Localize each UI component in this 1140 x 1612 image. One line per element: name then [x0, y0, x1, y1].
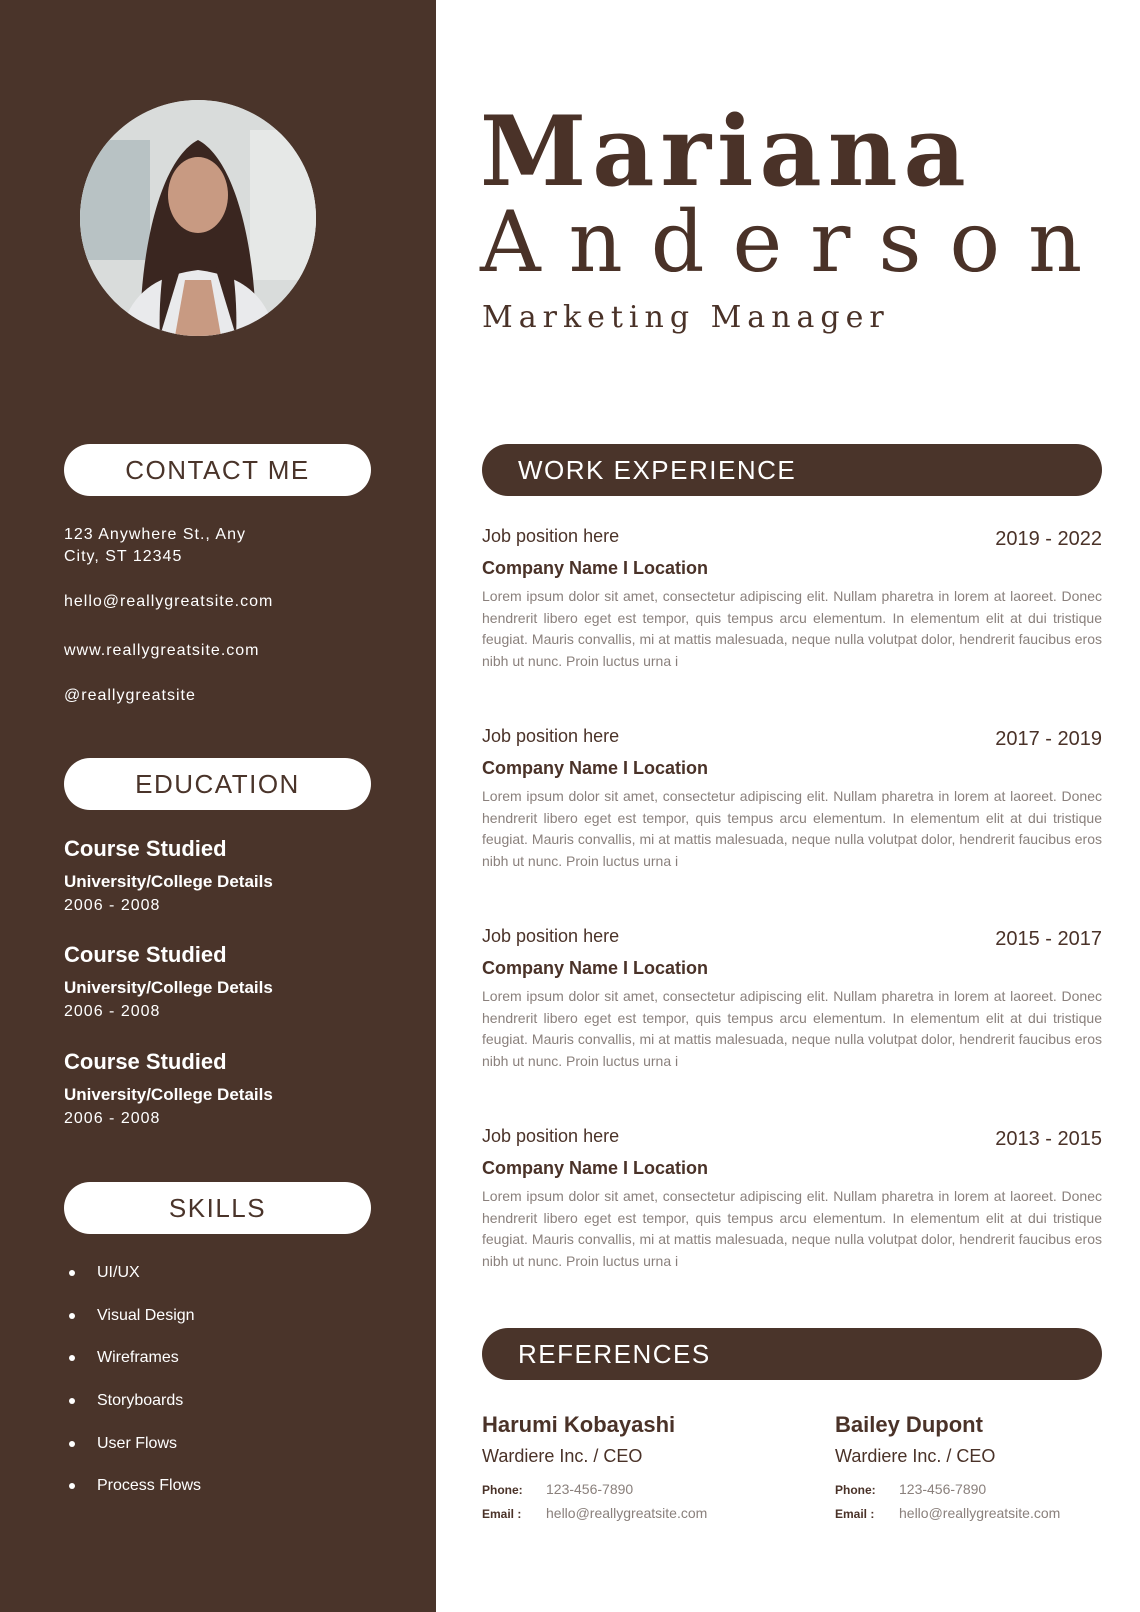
job-company: Company Name I Location — [482, 958, 709, 978]
reference-phone-row — [482, 1481, 707, 1497]
reference-phone[interactable]: 123-456-7890 — [546, 1481, 634, 1497]
reference-role: Wardiere Inc. / CEO — [835, 1446, 996, 1466]
address-line2: City, ST 12345 — [64, 548, 183, 565]
reference-email[interactable]: hello@reallygreatsite.com — [899, 1505, 1061, 1521]
skill-label: UI/UX — [97, 1264, 140, 1281]
job-description: Lorem ipsum dolor sit amet, consectetur adipiscing elit. Nullam pharetra in lorem at laoreet. Donec hendrerit libero eget est tempor, quis tempus arcu elementum. In elementum elit at dui tristique feugiat. Mauris convallis, mi at mattis malesuada, neque nulla volutpat dolor, hendrerit faucibus eros nibh ut nunc. Proin luctus urna i — [482, 988, 1102, 1069]
reference-name: Bailey Dupont — [835, 1412, 983, 1437]
contact-website[interactable]: www.reallygreatsite.com — [64, 642, 260, 659]
education-institution: University/College Details — [64, 1085, 273, 1104]
skill-item — [64, 1264, 140, 1282]
email-label: Email : — [835, 1507, 875, 1521]
bullet-icon — [69, 1398, 75, 1404]
reference-role: Wardiere Inc. / CEO — [482, 1446, 643, 1466]
skill-label: Visual Design — [97, 1307, 195, 1324]
reference-name: Harumi Kobayashi — [482, 1412, 676, 1437]
reference-entry — [482, 1412, 707, 1521]
reference-entry — [835, 1412, 1060, 1521]
education-heading: EDUCATION — [64, 758, 371, 810]
first-name: Mariana — [480, 95, 972, 208]
contact-email[interactable]: hello@reallygreatsite.com — [64, 593, 274, 610]
contact-social[interactable]: @reallygreatsite — [64, 687, 196, 704]
job-position: Job position here — [482, 1126, 620, 1146]
email-label: Email : — [482, 1507, 522, 1521]
job-position: Job position here — [482, 926, 620, 946]
job-title: Marketing Manager — [482, 300, 890, 335]
job-company: Company Name I Location — [482, 1158, 709, 1178]
reference-phone[interactable]: 123-456-7890 — [899, 1481, 987, 1497]
bullet-icon — [69, 1313, 75, 1319]
contact-heading: CONTACT ME — [64, 444, 371, 496]
work-experience-heading: WORK EXPERIENCE — [482, 444, 1102, 496]
skills-heading: SKILLS — [64, 1182, 371, 1234]
address-line1: 123 Anywhere St., Any — [64, 526, 246, 543]
job-position: Job position here — [482, 726, 620, 746]
education-years: 2006 - 2008 — [64, 1110, 161, 1127]
skill-label: Storyboards — [97, 1392, 184, 1409]
last-name: Anderson — [480, 193, 1111, 291]
skill-item — [64, 1477, 201, 1495]
job-position: Job position here — [482, 526, 620, 546]
phone-label: Phone: — [835, 1483, 876, 1497]
job-description: Lorem ipsum dolor sit amet, consectetur adipiscing elit. Nullam pharetra in lorem at laoreet. Donec hendrerit libero eget est tempor, quis tempus arcu elementum. In elementum elit at dui tristique feugiat. Mauris convallis, mi at mattis malesuada, neque nulla volutpat dolor, hendrerit faucibus eros nibh ut nunc. Proin luctus urna i — [482, 1188, 1102, 1269]
profile-photo — [80, 100, 316, 336]
job-company: Company Name I Location — [482, 758, 709, 778]
skill-label: Process Flows — [97, 1477, 202, 1494]
skill-label: Wireframes — [97, 1349, 179, 1366]
reference-phone-row — [835, 1481, 1060, 1497]
job-years: 2017 - 2019 — [995, 728, 1102, 750]
skill-label: User Flows — [97, 1435, 178, 1452]
skill-item — [64, 1349, 179, 1367]
references-heading: REFERENCES — [482, 1328, 1102, 1380]
job-years: 2019 - 2022 — [995, 528, 1102, 550]
education-course: Course Studied — [64, 836, 227, 861]
education-institution: University/College Details — [64, 978, 273, 997]
skill-item — [64, 1435, 177, 1453]
job-description: Lorem ipsum dolor sit amet, consectetur adipiscing elit. Nullam pharetra in lorem at laoreet. Donec hendrerit libero eget est tempor, quis tempus arcu elementum. In elementum elit at dui tristique feugiat. Mauris convallis, mi at mattis malesuada, neque nulla volutpat dolor, hendrerit faucibus eros nibh ut nunc. Proin luctus urna i — [482, 588, 1102, 669]
education-years: 2006 - 2008 — [64, 1003, 161, 1020]
education-years: 2006 - 2008 — [64, 897, 161, 914]
reference-email-row — [835, 1505, 1060, 1521]
skill-item — [64, 1307, 195, 1325]
education-institution: University/College Details — [64, 872, 273, 891]
education-course: Course Studied — [64, 1049, 227, 1074]
job-company: Company Name I Location — [482, 558, 709, 578]
skill-item — [64, 1392, 183, 1410]
bullet-icon — [69, 1483, 75, 1489]
job-description: Lorem ipsum dolor sit amet, consectetur adipiscing elit. Nullam pharetra in lorem at laoreet. Donec hendrerit libero eget est tempor, quis tempus arcu elementum. In elementum elit at dui tristique feugiat. Mauris convallis, mi at mattis malesuada, neque nulla volutpat dolor, hendrerit faucibus eros nibh ut nunc. Proin luctus urna i — [482, 788, 1102, 869]
reference-email-row — [482, 1505, 707, 1521]
bullet-icon — [69, 1355, 75, 1361]
job-years: 2015 - 2017 — [995, 928, 1102, 950]
bullet-icon — [69, 1441, 75, 1447]
reference-email[interactable]: hello@reallygreatsite.com — [546, 1505, 708, 1521]
bullet-icon — [69, 1270, 75, 1276]
education-course: Course Studied — [64, 942, 227, 967]
phone-label: Phone: — [482, 1483, 523, 1497]
job-years: 2013 - 2015 — [995, 1128, 1102, 1150]
